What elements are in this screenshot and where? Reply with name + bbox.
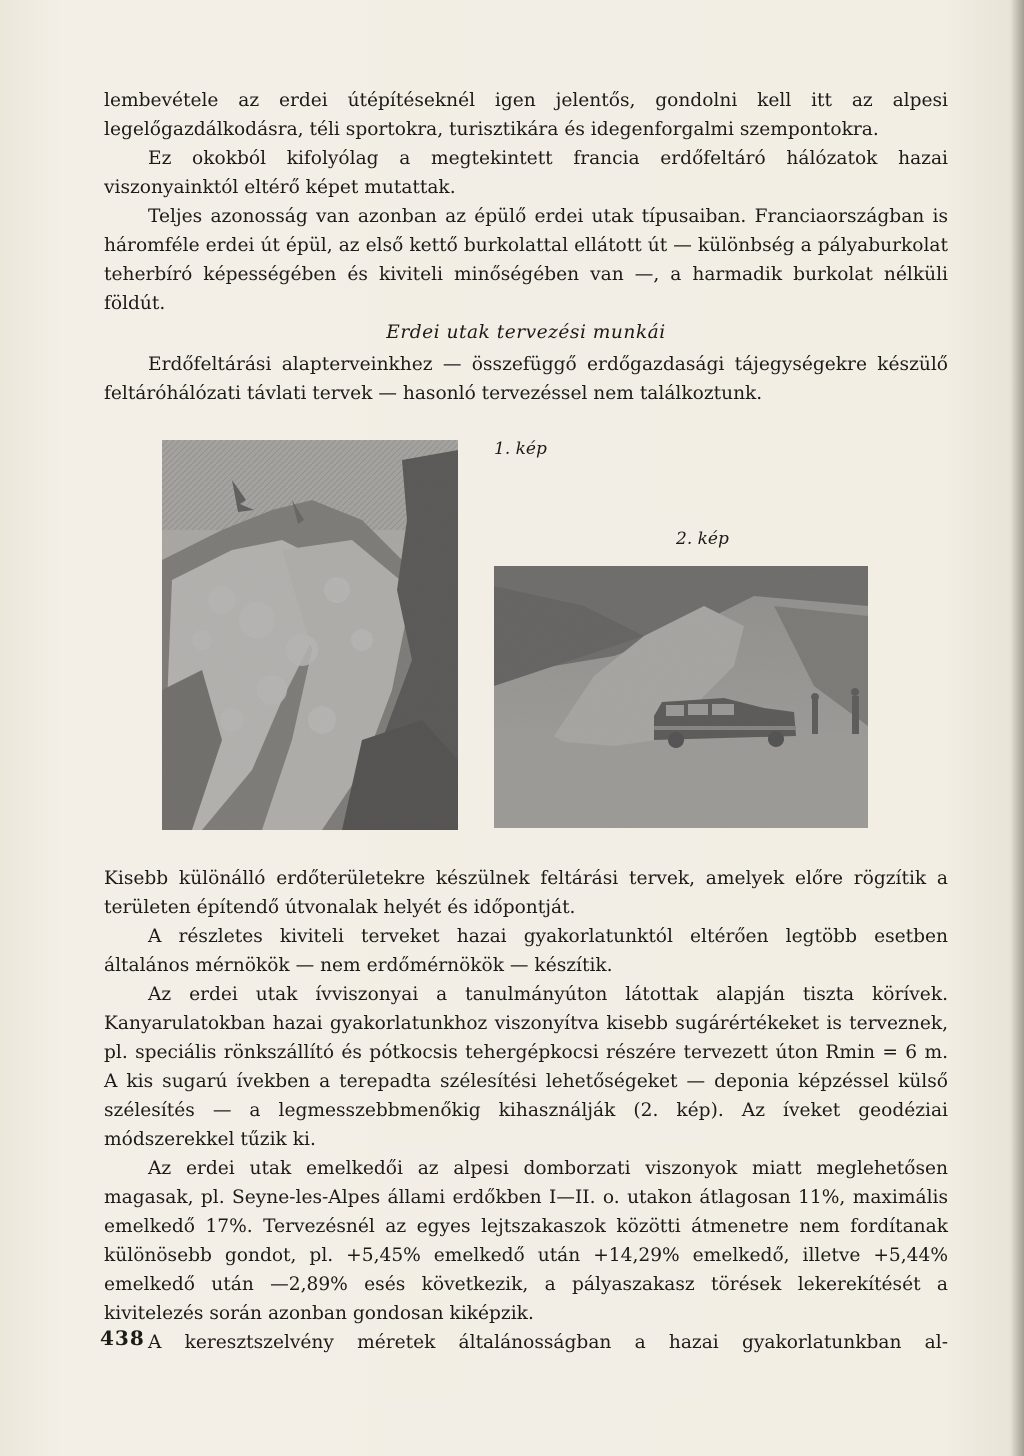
paragraph: A részletes kiviteli terveket hazai gyakorlatunktól eltérően legtöbb esetben általános mérnökök — nem erdőmérnökök — készítik. (104, 926, 948, 976)
paragraph: lembevétele az erdei útépítéseknél igen jelentős, gondolni kell itt az alpesi legelőgazdálkodásra, téli sportokra, turisztikára és idegenforgalmi szempontokra. (104, 90, 948, 140)
paragraph: Ez okokból kifolyólag a megtekintett francia erdőfeltáró hálózatok hazai viszonyainktól eltérő képet mutattak. (104, 148, 948, 198)
paragraph: Az erdei utak ívviszonyai a tanulmányúton látottak alapján tiszta körívek. Kanyarulatokban hazai gyakorlatunkhoz viszonyítva kisebb sugárértékeket is terveznek, pl. speciális rönkszállító és pótkocsis tehergépkocsi részére tervezett úton Rmin = 6 m. A kis sugarú ívekben a terepadta szélesítési lehetőségeket — deponia képzéssel külső szélesítés — a legmesszebbmenőkig kihasználják (2. kép). Az íveket geodéziai módszerekkel tűzik ki. (104, 984, 948, 1150)
text-block-bottom (104, 864, 948, 1357)
paragraph: Az erdei utak emelkedői az alpesi domborzati viszonyok miatt meglehetősen magasak, pl. Seyne-les-Alpes állami erdőkben I—II. o. utakon átlagosan 11%, maximális emelkedő 17%. Tervezésnél az egyes lejtszakaszok közötti átmenetre nem fordítanak különösebb gondot, pl. +5,45% emelkedő után +14,29% emelkedő, illetve +5,44% emelkedő után —2,89% esés következik, a pályaszakasz törések lekerekítését a kivitelezés során azonban gondosan kiképzik. (104, 1158, 948, 1324)
page-number: 438 (100, 1326, 145, 1350)
road-curve-image (494, 566, 868, 828)
paragraph: A keresztszelvény méretek általánosságban a hazai gyakorlatunkban al- (148, 1332, 948, 1353)
paragraph: Kisebb különálló erdőterületekre készülnek feltárási tervek, amelyek előre rögzítik a területen építendő útvonalak helyét és időpontját. (104, 868, 948, 918)
photo-road-curve-with-car (494, 566, 868, 828)
caption-figure-1: 1. kép (494, 439, 547, 459)
snowy-forest-image (162, 440, 458, 830)
section-heading: Erdei utak tervezési munkái (386, 322, 666, 343)
text-block-middle (104, 350, 948, 408)
paragraph: Erdőfeltárási alapterveinkhez — összefüggő erdőgazdasági tájegységekre készülő feltáróhálózati távlati tervek — hasonló tervezéssel nem találkoztunk. (104, 354, 948, 404)
photo-snowy-forest (162, 440, 458, 830)
text-block-top (104, 86, 948, 318)
paragraph: Teljes azonosság van azonban az épülő erdei utak típusaiban. Franciaországban is háromféle erdei út épül, az első kettő burkolattal ellátott út — különbség a pályaburkolat teherbíró képességében és kiviteli minőségében van —, a harmadik burkolat nélküli földút. (104, 206, 948, 314)
caption-figure-2: 2. kép (676, 529, 729, 549)
page-spine-shadow (1010, 0, 1024, 1456)
